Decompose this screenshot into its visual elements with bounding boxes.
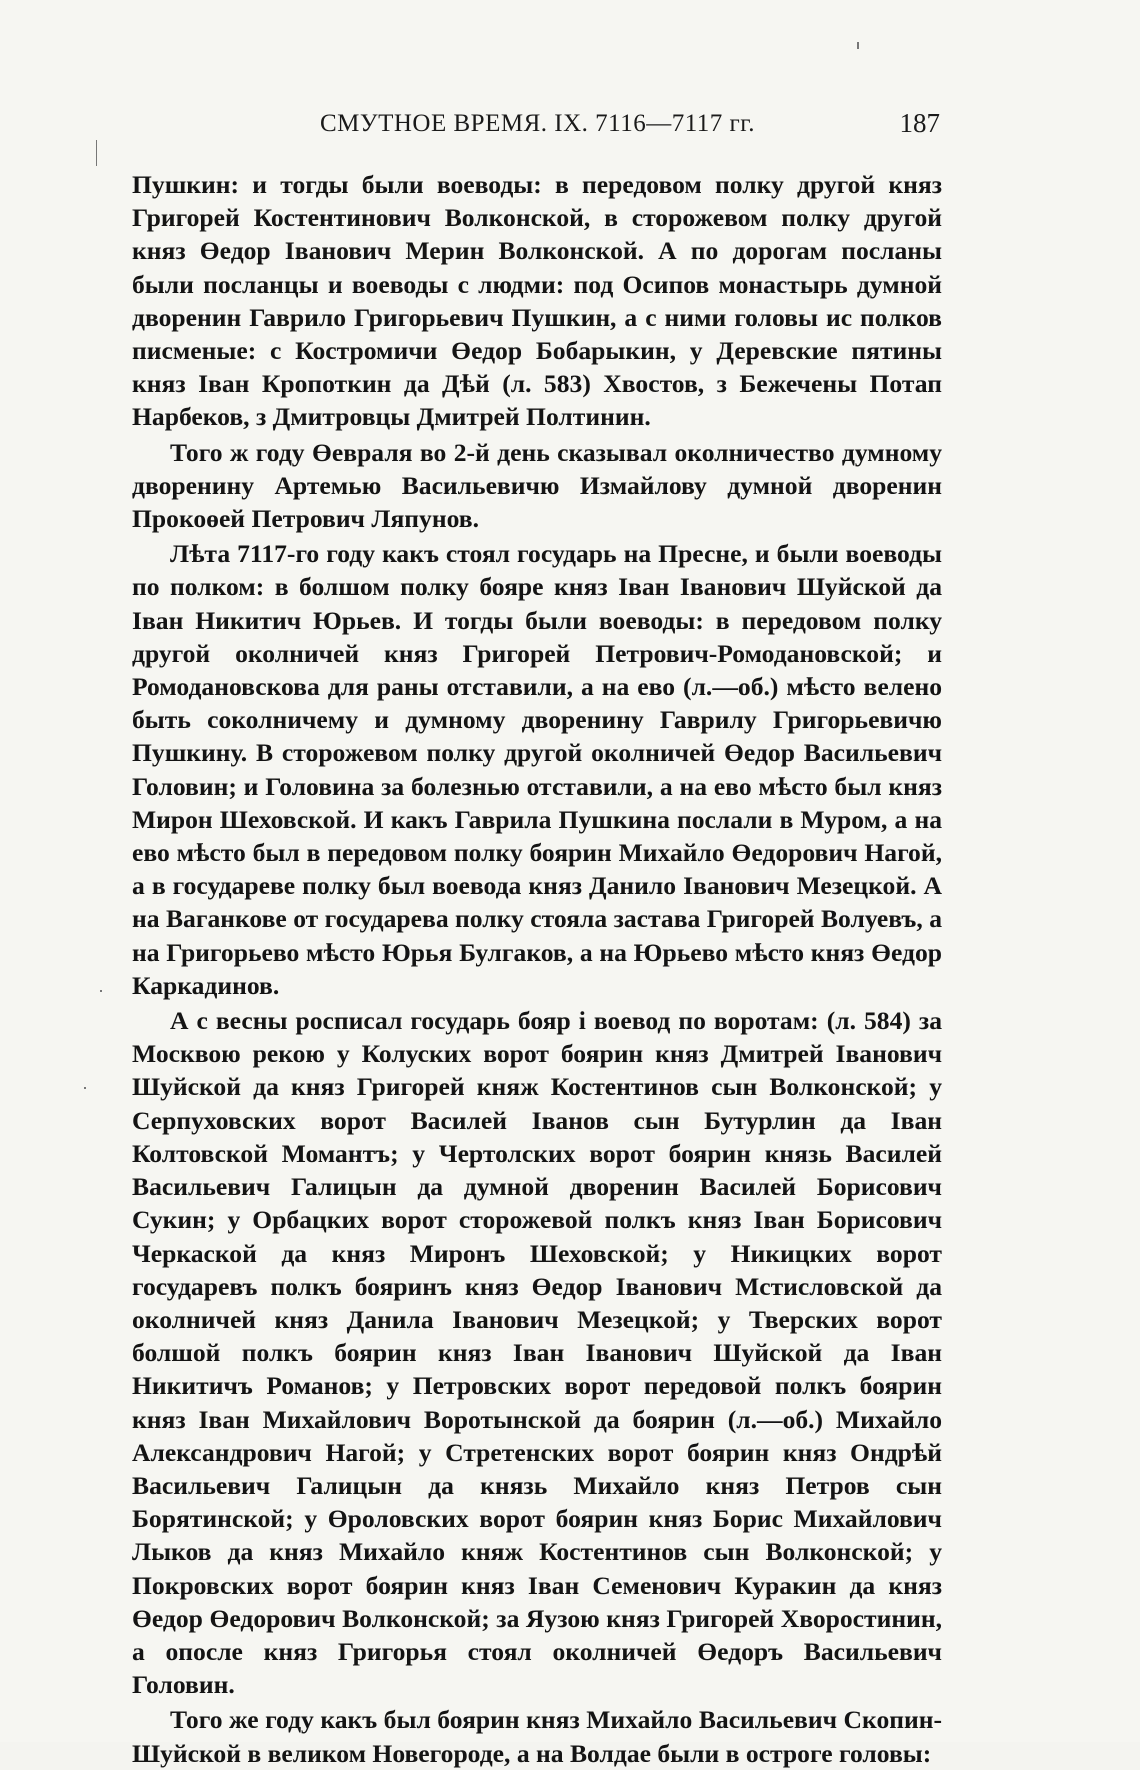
body-text bbox=[132, 168, 942, 1770]
paragraph: Лѣта 7117-го году какъ стоял государь на Пресне, и были воеводы по полком: в болшом полку бояре княз Іван Іванович Шуйской да Іван Никитич Юрьев. И тогды были воеводы: в передовом полку другой околничей княз Григорей Петрович-Ромодановской; и Ромодановскова для раны отставили, а на ево (л.—об.) мѣсто велено быть соколничему и думному дворенину Гаврилу Григорьевичю Пушкину. В сторожевом полку другой околничей Өедор Васильевич Головин; и Головина за болезнью отставили, а на ево мѣсто был княз Мирон Шеховской. И какъ Гаврила Пушкина послали в Муром, а на ево мѣсто был в передовом полку боярин Михайло Өедорович Нагой, а в государеве полку был воевода княз Данило Іванович Мезецкой. А на Ваганкове от государева полку стояла застава Григорей Волуевъ, а на Григорьево мѣсто Юрья Булгаков, а на Юрьево мѣсто княз Өедор Каркадинов. bbox=[132, 539, 942, 1000]
scan-mark bbox=[857, 42, 859, 49]
scan-mark bbox=[96, 140, 97, 166]
scan-mark bbox=[100, 990, 102, 992]
page-number: 187 bbox=[899, 108, 940, 138]
scan-mark bbox=[84, 1087, 86, 1089]
running-title: СМУТНОЕ ВРЕМЯ. IX. 7116—7117 гг. bbox=[320, 110, 755, 137]
paragraph: А с весны росписал государь бояр і воевод по воротам: (л. 584) за Москвою рекою у Колуских ворот боярин княз Дмитрей Іванович Шуйской да княз Григорей княж Костентинов сын Волконской; у Серпуховских ворот Василей Іванов сын Бутурлин да Іван Колтовской Момантъ; у Чертолских ворот боярин князь Василей Васильевич Галицын да думной дворенин Василей Борисович Сукин; у Орбацких ворот сторожевой полкъ княз Іван Борисович Черкаской да княз Миронъ Шеховской; у Никицких ворот государевъ полкъ бояринъ княз Өедор Іванович Мстисловской да околничей княз Данила Іванович Мезецкой; у Тверских ворот болшой полкъ боярин княз Іван Іванович Шуйской да Іван Никитичъ Романов; у Петровских ворот передовой полкъ боярин княз Іван Михайлович Воротынской да боярин (л.—об.) Михайло Александрович Нагой; у Стретенских ворот боярин княз Ондрѣй Васильевич Галицын да князь Михайло княз Петров сын Борятинской; у Өроловских ворот боярин княз Борис Михайлович Лыков да княз Михайло княж Костентинов сын Волконской; у Покровских ворот боярин княз Іван Семенович Куракин да княз Өедор Өедорович Волконской; за Яузою княз Григорей Хворостинин, а опосле княз Григорья стоял околничей Өедоръ Васильевич Головин. bbox=[132, 1006, 942, 1700]
paragraph: Того же году какъ был боярин княз Михайло Васильевич Скопин-Шуйской в великом Новегороде, а на Волдае были в остроге головы: bbox=[132, 1705, 942, 1768]
paragraph: Того ж году Өевраля во 2-й день сказывал околничество думному дворенину Артемью Васильевичю Измайлову думной дворенин Прокоөей Петрович Ляпунов. bbox=[132, 437, 942, 534]
paragraph: Пушкин: и тогды были воеводы: в передовом полку другой княз Григорей Костентинович Волконской, в сторожевом полку другой княз Өедор Іванович Мерин Волконской. А по дорогам посланы были посланцы и воеводы с людми: под Осипов монастырь думной дворенин Гаврило Григорьевич Пушкин, а с ними головы ис полков писменые: с Костромичи Өедор Бобарыкин, у Деревские пятины княз Іван Кропоткин да Дѣй (л. 583) Хвостов, з Бежечены Потап Нарбеков, з Дмитровцы Дмитрей Полтинин. bbox=[132, 170, 942, 432]
page-header bbox=[130, 108, 940, 148]
